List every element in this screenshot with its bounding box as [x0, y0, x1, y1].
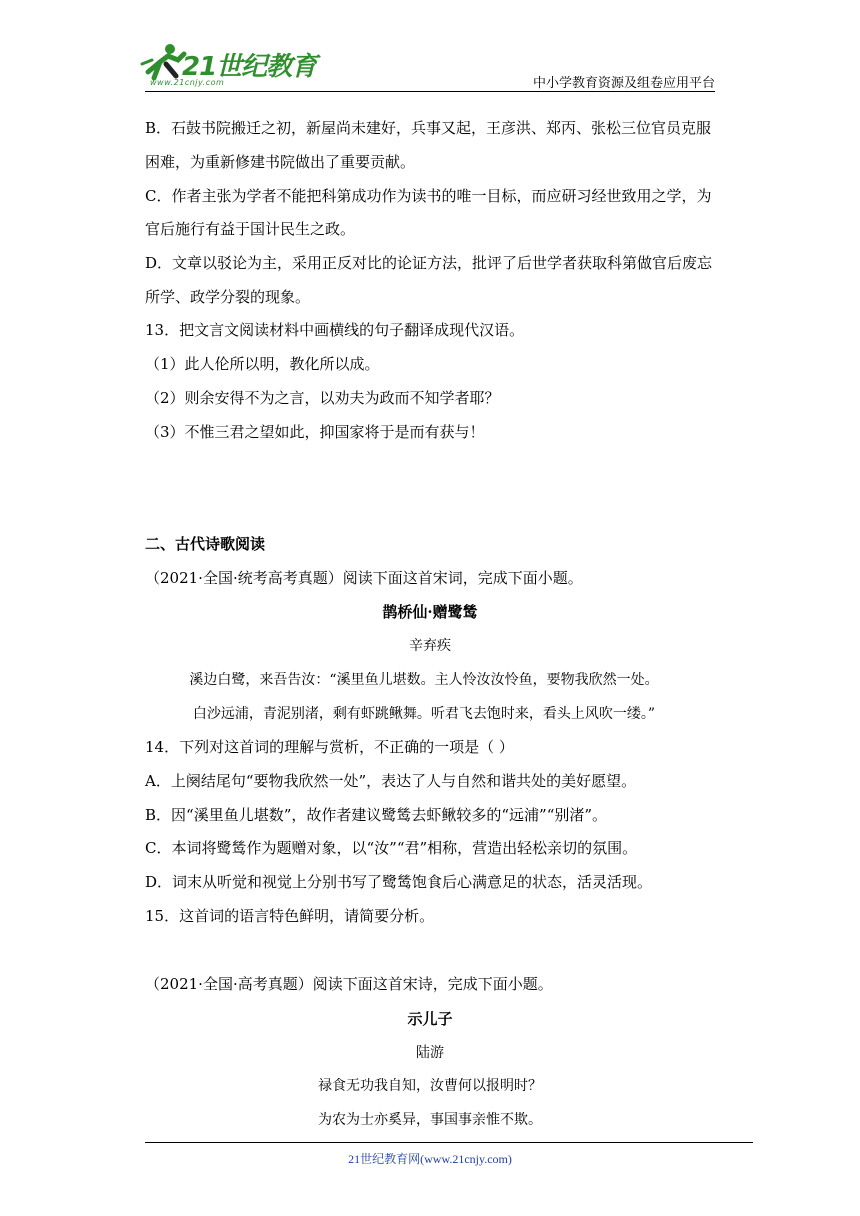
- question-14-option-b: B．因“溪里鱼儿堪数”，故作者建议鹭鸶去虾鳅较多的“远浦”“别渚”。: [145, 806, 608, 824]
- option-c-line-1: C．作者主张为学者不能把科第成功作为读书的唯一目标，而应研习经世致用之学，为: [145, 187, 712, 205]
- logo-url: www.21cnjy.com: [150, 78, 225, 87]
- poem-2-line-1: 禄食无功我自知，汝曹何以报明时？: [318, 1078, 542, 1094]
- section-heading: 二、古代诗歌阅读: [145, 535, 266, 553]
- poem-1-title: 鹊桥仙·赠鹭鸶: [382, 603, 478, 621]
- footer-text: 21世纪教育网(www.21cnjy.com): [348, 1152, 512, 1166]
- passage-intro-1: （2021·全国·统考高考真题）阅读下面这首宋词，完成下面小题。: [145, 569, 583, 587]
- poem-2-line-2: 为农为士亦奚异，事国事亲惟不欺。: [318, 1112, 542, 1128]
- footer-rule: [145, 1142, 753, 1143]
- question-14-option-a: A．上阕结尾句“要物我欣然一处”，表达了人与自然和谐共处的美好愿望。: [145, 772, 637, 790]
- runner-logo-icon: [140, 42, 188, 82]
- option-b-line-1: B．石鼓书院搬迁之初，新屋尚未建好，兵事又起，王彦洪、郑丙、张松三位官员克服: [145, 119, 712, 137]
- question-14-option-d: D．词末从听觉和视觉上分别书写了鹭鸶饱食后心满意足的状态，活灵活现。: [145, 873, 653, 891]
- option-d-line-1: D．文章以驳论为主，采用正反对比的论证方法，批评了后世学者获取科第做官后废忘: [145, 254, 713, 272]
- question-13-item-2: （2）则余安得不为之言，以劝夫为政而不知学者耶？: [145, 389, 500, 407]
- platform-label: 中小学教育资源及组卷应用平台: [532, 76, 715, 91]
- question-13-item-1: （1）此人伦所以明，教化所以成。: [145, 355, 380, 373]
- header-rule: [145, 91, 715, 92]
- passage-intro-2: （2021·全国·高考真题）阅读下面这首宋诗，完成下面小题。: [145, 975, 553, 993]
- poem-1-line-2: 白沙远浦，青泥别渚，剩有虾跳鳅舞。听君飞去饱时来，看头上风吹一缕。”: [192, 706, 656, 722]
- poem-2-author: 陆游: [416, 1045, 444, 1061]
- option-c-line-2: 官后施行有益于国计民生之政。: [145, 220, 356, 238]
- option-b-line-2: 困难，为重新修建书院做出了重要贡献。: [145, 153, 416, 171]
- question-13-stem: 13．把文言文阅读材料中画横线的句子翻译成现代汉语。: [145, 321, 525, 339]
- question-15-stem: 15．这首词的语言特色鲜明，请简要分析。: [145, 907, 435, 925]
- option-d-line-2: 所学、政学分裂的现象。: [145, 288, 311, 306]
- poem-2-title: 示儿子: [407, 1010, 453, 1028]
- site-logo: [140, 42, 320, 92]
- poem-1-author: 辛弃疾: [409, 638, 451, 654]
- logo-text: 21世纪教育: [182, 52, 317, 82]
- question-14-stem: 14．下列对这首词的理解与赏析，不正确的一项是（ ）: [145, 738, 514, 756]
- poem-1-line-1: 溪边白鹭，来吾告汝：“溪里鱼儿堪数。主人怜汝汝怜鱼，要物我欣然一处。: [189, 672, 659, 688]
- question-13-item-3: （3）不惟三君之望如此，抑国家将于是而有获与！: [145, 423, 485, 441]
- question-14-option-c: C．本词将鹭鸶作为题赠对象，以“汝”“君”相称，营造出轻松亲切的氛围。: [145, 839, 638, 857]
